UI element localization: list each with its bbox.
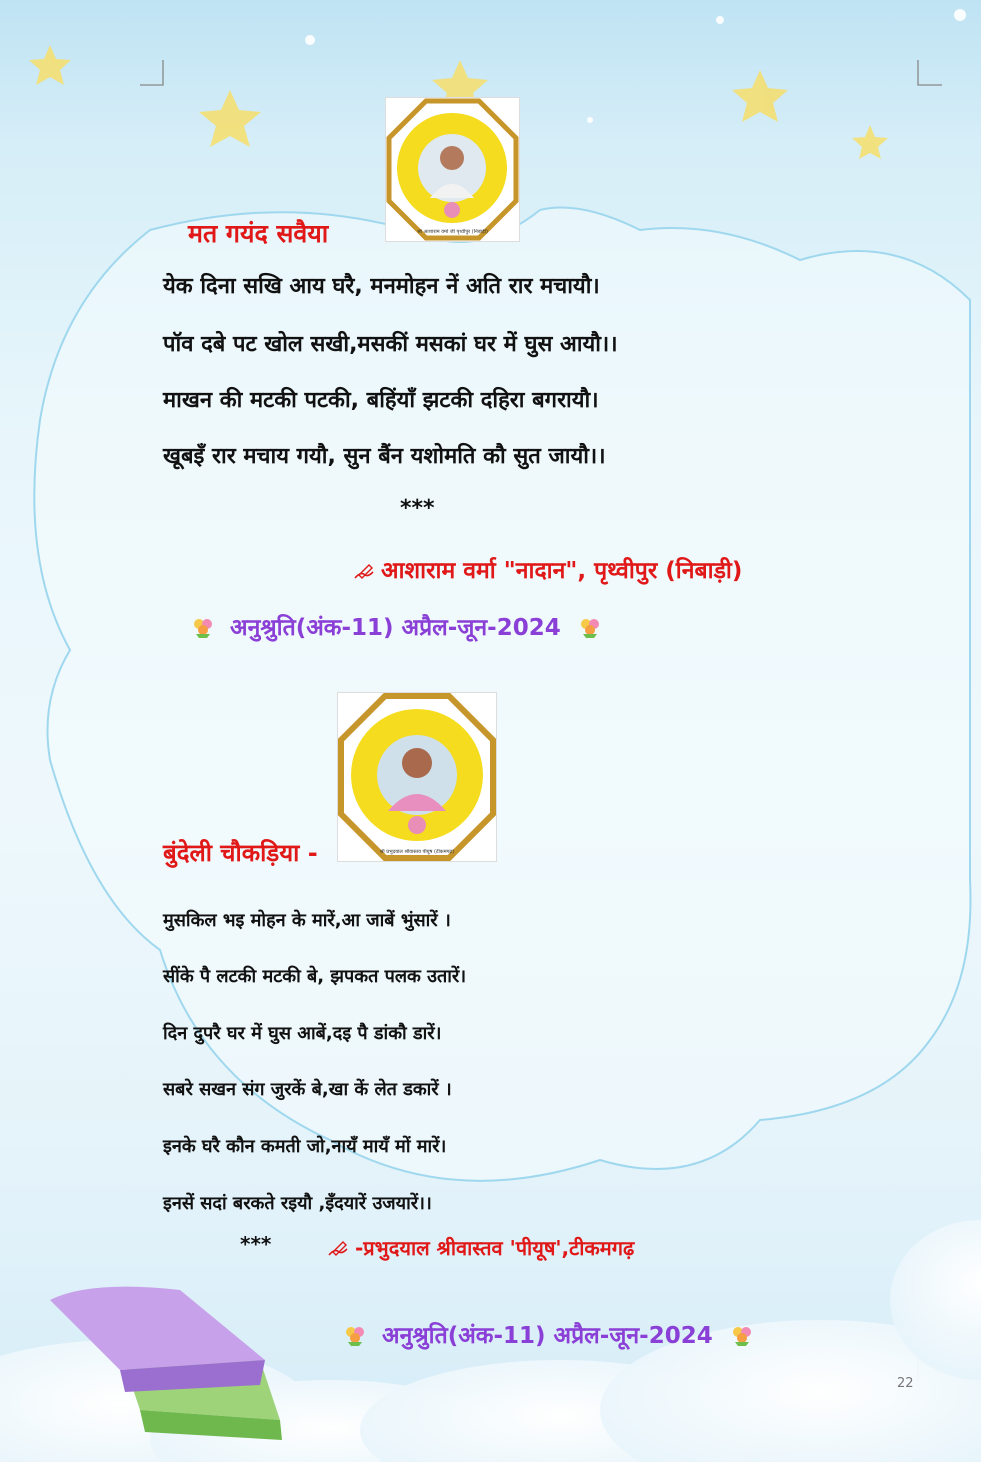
- poet-credit-1-text: आशाराम वर्मा "नादान", पृथ्वीपुर (निबाड़ी): [381, 558, 743, 584]
- issue-line-1: [192, 610, 601, 642]
- poem-title-2: बुंदेली चौकड़िया -: [163, 839, 318, 867]
- badge-emblem-1: [386, 98, 519, 241]
- badge-caption-1: श्री आशाराम वर्मा जी पृथ्वीपुर (निबाड़ी): [417, 229, 488, 235]
- pen-icon: [327, 1239, 349, 1257]
- poem2-line-6: इनसें सदां बरकते रइयौ ,इँदयारें उजयारें।।: [163, 1193, 432, 1214]
- poem1-line-2: पॉव दबे पट खोल सखी,मसकीं मसकां घर में घुस आयौ।।: [163, 332, 618, 357]
- issue-line-2: [344, 1318, 753, 1350]
- poem2-line-1: मुसकिल भइ मोहन के मारें,आ जाबें भुंसारें ।: [163, 910, 451, 931]
- poem1-line-1: येक दिना सखि आय घरै, मनमोहन नें अति रार मचायौ।: [163, 274, 600, 299]
- poem2-line-2: सींके पै लटकी मटकी बे, झपकत पलक उतारें।: [163, 966, 467, 987]
- poem1-line-3: माखन की मटकी पटकी, बहिंयॉं झटकी दहिरा बगरायौ।: [163, 388, 599, 413]
- pen-icon: [353, 562, 375, 580]
- flower-bouquet-icon: [731, 1324, 753, 1346]
- poet-badge-2: [337, 692, 497, 862]
- poem-title-1: मत गयंद सवैया: [188, 219, 329, 248]
- separator-stars-1: ***: [400, 496, 435, 521]
- poet-credit-2: [327, 1234, 634, 1261]
- flower-bouquet-icon: [344, 1324, 366, 1346]
- poet-credit-1: [353, 553, 742, 585]
- poem2-line-5: इनके घरै कौन कमती जो,नायँ मायँ मों मारें।: [163, 1136, 447, 1157]
- badge-caption-2: श्री प्रभुदयाल श्रीवास्तव पीयूष (टीकमगढ़): [379, 849, 455, 855]
- page-number: 22: [897, 1376, 914, 1391]
- issue-line-2-text: अनुश्रुति(अंक-11) अप्रैल-जून-2024: [382, 1323, 713, 1349]
- separator-stars-2: ***: [240, 1232, 272, 1256]
- poem2-line-3: दिन दुपरै घर में घुस आबें,दइ पै डांकौ डारें।: [163, 1023, 442, 1044]
- poem2-line-4: सबरे सखन संग जुरकें बे,खा कें लेत डकारें ।: [163, 1079, 452, 1100]
- poet-credit-2-text: -प्रभुदयाल श्रीवास्तव 'पीयूष',टीकमगढ़: [355, 1236, 635, 1260]
- poet-badge-1: [385, 97, 520, 242]
- flower-bouquet-icon: [579, 616, 601, 638]
- flower-bouquet-icon: [192, 616, 214, 638]
- issue-line-1-text: अनुश्रुति(अंक-11) अप्रैल-जून-2024: [230, 615, 561, 641]
- badge-emblem-2: [338, 693, 496, 861]
- poem1-line-4: खूबइँ रार मचाय गयौ, सुन बैंन यशोमति कौ सुत जायौ।।: [163, 444, 606, 469]
